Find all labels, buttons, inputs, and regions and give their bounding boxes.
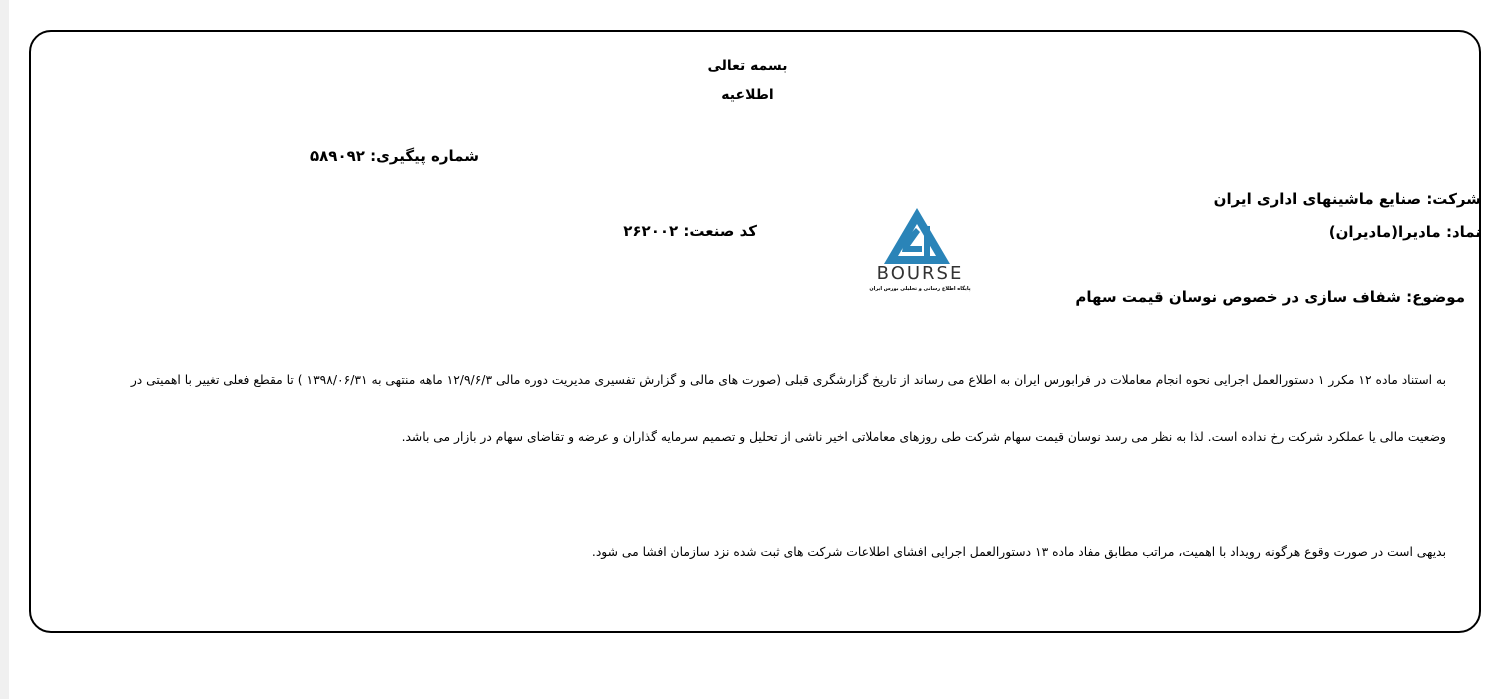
company-label: شرکت: (1426, 190, 1481, 208)
bourse-brand-text: BOURSE (876, 263, 964, 284)
industry-code-label: کد صنعت: (683, 222, 757, 240)
symbol-label: نماد: (1445, 223, 1481, 241)
symbol-line (1329, 223, 1481, 241)
tracking-number (310, 147, 479, 165)
industry-code-line (623, 222, 757, 240)
bourse-logo-icon (864, 206, 976, 298)
industry-code-value: ۲۶۲۰۰۲ (623, 222, 679, 240)
left-scroll-strip (0, 0, 9, 699)
bourse-tagline: پایگاه اطلاع رسانی و تحلیلی بورس ایران (869, 286, 971, 292)
company-value: صنایع ماشینهای اداری ایران (1213, 190, 1422, 208)
subject-value: شفاف سازی در خصوص نوسان قیمت سهام (1075, 288, 1401, 306)
subject-line (1075, 288, 1465, 306)
bourse-logo-graphic (864, 206, 976, 298)
tracking-value: ۵۸۹۰۹۲ (309, 147, 365, 165)
tracking-label: شماره پیگیری: (370, 147, 479, 165)
company-line (1214, 190, 1481, 208)
header-bismillah: بسمه تعالی (707, 58, 788, 74)
body-paragraph-2: بدیهی است در صورت وقوع هرگونه رویداد با اهمیت، مراتب مطابق مفاد ماده ۱۳ دستورالعمل اجرایی افشای اطلاعات شرکت های ثبت شده نزد سازمان افشا می شود. (591, 545, 1446, 559)
body-paragraph-1-line-1: به استناد ماده ۱۲ مکرر ۱ دستورالعمل اجرایی نحوه انجام معاملات در فرابورس ایران به اطلاع می رساند از تاریخ گزارشگری قبلی (صورت های مالی و گزارش تفسیری مدیریت دوره مالی ۱۲/۹/۶/۳ ماهه منتهی به ۱۳۹۸/۰۶/۳۱ ) تا مقطع فعلی تغییر با اهمیتی در (130, 373, 1446, 387)
symbol-value: مادیرا(مادیران) (1328, 223, 1441, 241)
header-announcement-title: اطلاعیه (721, 87, 774, 103)
subject-label: موضوع: (1406, 288, 1465, 306)
body-paragraph-1-line-2: وضعیت مالی یا عملکرد شرکت رخ نداده است. لذا به نظر می رسد نوسان قیمت سهام شرکت طی روزهای معاملاتی اخیر ناشی از تحلیل و تصمیم سرمایه گذاران و عرضه و تقاضای سهام در بازار می باشد. (401, 430, 1446, 444)
announcement-frame (29, 30, 1481, 633)
